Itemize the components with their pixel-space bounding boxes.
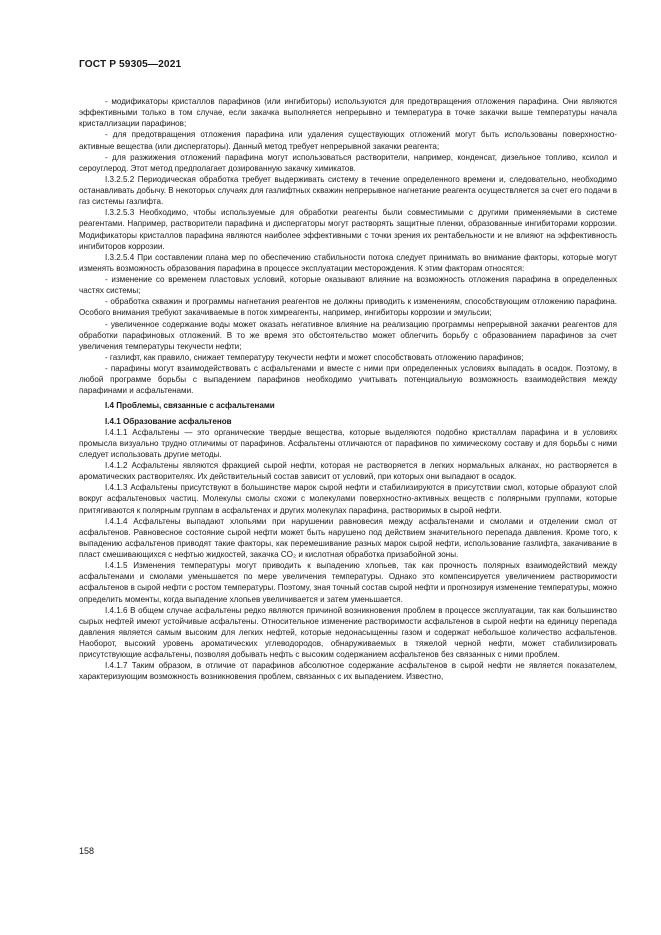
document-body xyxy=(79,96,617,683)
paragraph: I.3.2.5.4 При составлении плана мер по обеспечению стабильности потока следует принимать во внимание факторы, которые могут изменять возможность образования парафина в процессе эксплуатации месторождения. К этим факторам относятся: xyxy=(79,252,617,273)
paragraph: I.4.1.4 Асфальтены выпадают хлопьями при нарушении равновесия между асфальтенами и смолами и отделении смол от асфальтенов. Равновесное состояние сырой нефти может быть нарушено под действием значительного перепада давления. Кроме того, к выпадению асфальтенов приводят такие факторы, как перемешивание разных марок сырой нефти, использование газлифта, закачивание в пласт смешивающихся с нефтью жидкостей, закачка CO₂ и кислотная обработка призабойной зоны. xyxy=(79,516,617,559)
paragraph: - увеличенное содержание воды может оказать негативное влияние на реализацию программы непрерывной закачки реагентов для обработки парафиновых отложений. В то же время это обстоятельство может облегчить борьбу с образованием парафинов за счет увеличения температуры текучести нефти; xyxy=(79,319,617,351)
standard-number: ГОСТ Р 59305—2021 xyxy=(79,59,182,70)
subsection-heading: I.4.1 Образование асфальтенов xyxy=(105,416,232,426)
paragraph: I.3.2.5.2 Периодическая обработка требует выдерживать систему в течение определенного времени и, следовательно, необходимо останавливать добычу. В некоторых случаях для газлифтных скважин непрерывное нагнетание реагента осуществляется за счет его подачи в газ системы газлифта. xyxy=(79,174,617,207)
section-heading: I.4 Проблемы, связанные с асфальтенами xyxy=(105,401,275,411)
paragraph: I.4.1.2 Асфальтены являются фракцией сырой нефти, которая не растворяется в легких нормальных алканах, но растворяется в ароматических растворителях. Их действительный состав зависит от условий, при которых они выпадают в осадок. xyxy=(79,461,617,482)
paragraph: I.4.1.1 Асфальтены — это органические твердые вещества, которые выделяются подобно кристаллам парафина и в условиях промысла визуально трудно отличимы от парафинов. Асфальтены отличаются от парафинов по химическому составу и для борьбы с ними следует использовать другие методы. xyxy=(79,427,617,459)
paragraph: - газлифт, как правило, снижает температуру текучести нефти и может способствовать отложению парафинов; xyxy=(105,352,524,362)
paragraph: I.4.1.3 Асфальтены присутствуют в большинстве марок сырой нефти и стабилизируются в присутствии смол, которые образуют слой вокруг асфальтеновых частиц. Молекулы смолы схожи с молекулами поверхностно-активных веществ с полярными группами, которые притягиваются к полярным группам в асфальтенах и других молекулах парафина, растворимых в сырой нефти. xyxy=(79,483,617,515)
paragraph: - изменение со временем пластовых условий, которые оказывают влияние на возможность отложения парафина в определенных частях системы; xyxy=(79,275,617,296)
paragraph: - парафины могут взаимодействовать с асфальтенами и вместе с ними при определенных условиях выпадать в осадок. Поэтому, в любой программе борьбы с выпадением парафинов необходимо учитывать потенциальную возможность взаимодействия между парафинами и асфальтенами. xyxy=(79,364,617,396)
paragraph: I.4.1.6 В общем случае асфальтены редко являются причиной возникновения проблем в процессе эксплуатации, так как большинство сырых нефтей имеют устойчивые асфальтены. Относительное изменение растворимости асфальтенов в сырой нефти на единицу перепада давления является самым высоким для легких нефтей, которые недонасыщенны газом и содержат небольшое количество асфальтенов. Наоборот, высокий уровень ароматических углеводородов, обнаруживаемых в тяжелой черной нефти, может стабилизировать присутствующие асфальтены, позволяя добывать нефть с высоким содержанием асфальтенов без связанных с ними проблем. xyxy=(79,605,617,660)
paragraph: - обработка скважин и программы нагнетания реагентов не должны приводить к изменениям, способствующим отложению парафина. Особого внимания требуют закачиваемые в поток химреагенты, например, ингибиторы коррозии и эмульсии; xyxy=(79,297,617,318)
paragraph: - для предотвращения отложения парафина или удаления существующих отложений могут быть использованы поверхностно-активные вещества (или диспергаторы). Данный метод требует непрерывной закачки реагента; xyxy=(79,130,617,151)
paragraph: - модификаторы кристаллов парафинов (или ингибиторы) используются для предотвращения отложения парафина. Они являются эффективными только в том случае, если закачка выполняется непрерывно и температура в точке закачки выше температуры начала кристаллизации парафинов; xyxy=(79,97,617,129)
page-number: 158 xyxy=(79,846,95,856)
paragraph: I.4.1.5 Изменения температуры могут приводить к выпадению хлопьев, так как прочность полярных взаимодействий между асфальтенами и смолами уменьшается по мере увеличения температуры. Однако это компенсируется увеличением растворимости асфальтенов в сырой нефти с ростом температуры. Поэтому, зная точный состав сырой нефти и прогнозируя изменение температуры, можно определить моменты, когда выпадение хлопьев увеличивается и затем уменьшается. xyxy=(79,561,617,604)
paragraph: - для разжижения отложений парафина могут использоваться растворители, например, конденсат, дизельное топливо, ксилол и сероуглерод. Этот метод предполагает дозированную закачку химикатов. xyxy=(79,152,617,173)
paragraph: I.3.2.5.3 Необходимо, чтобы используемые для обработки реагенты были совместимыми с другими применяемыми в системе реагентами. Например, растворители парафина и диспергаторы могут растворять защитные пленки, образованные ингибиторами коррозии. Модификаторы кристаллов парафина являются наиболее эффективными с точки зрения их рентабельности и не влияют на эффективность ингибиторов коррозии. xyxy=(79,208,617,251)
paragraph: I.4.1.7 Таким образом, в отличие от парафинов абсолютное содержание асфальтенов в сырой нефти не является показателем, характеризующим возможность возникновения проблем, связанных с их выпадением. Известно, xyxy=(79,661,617,682)
